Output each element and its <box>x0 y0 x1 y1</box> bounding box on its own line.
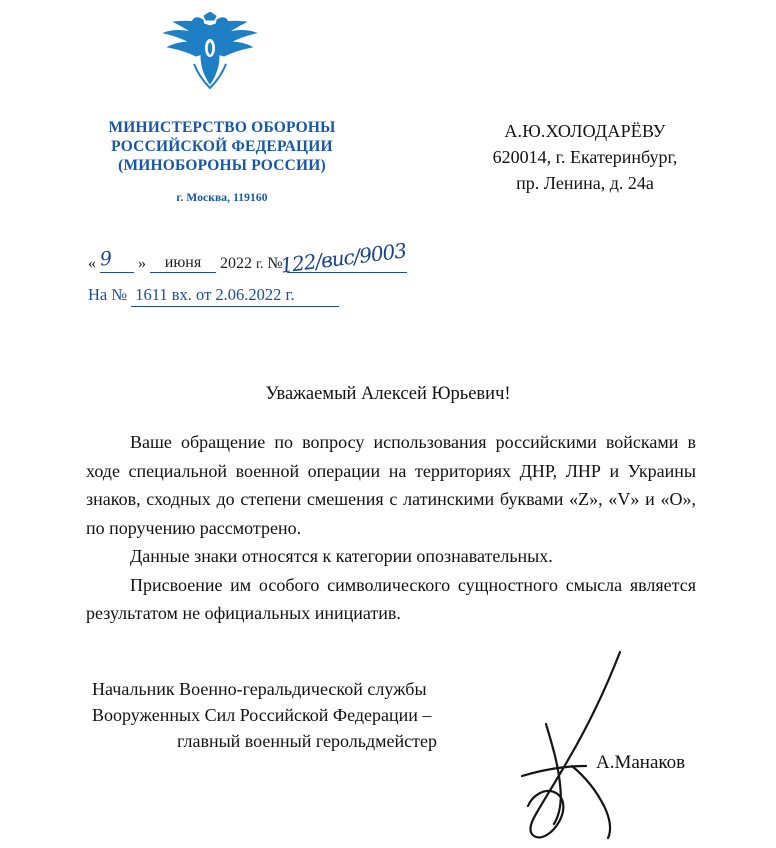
signature-title-block <box>92 676 522 754</box>
letterhead <box>72 118 372 208</box>
letterhead-city: г. Москва, 119160 <box>176 192 268 204</box>
body-paragraph-3: Присвоение им особого символического сущностного смысла является результатом не официальных инициатив. <box>86 574 696 623</box>
ministry-of-defence-emblem-icon <box>160 12 260 94</box>
letterhead-line-3: (МИНОБОРОНЫ РОССИИ) <box>118 157 326 174</box>
signature-title-line-2: Вооруженных Сил Российской Федерации – <box>92 705 432 725</box>
signature-title-line-3: главный военный герольдмейстер <box>177 731 437 751</box>
date-year-prefix: 20 <box>220 255 236 272</box>
letterhead-line-2: РОССИЙСКОЙ ФЕДЕРАЦИИ <box>111 138 333 155</box>
signature-title-line-1: Начальник Военно-геральдической службы <box>92 679 427 699</box>
date-open-quote: « <box>88 255 96 272</box>
date-month-field: июня <box>150 254 216 273</box>
date-close-quote: » <box>138 255 146 272</box>
addressee-address-line-1: 620014, г. Екатеринбург, <box>492 147 678 167</box>
incoming-prefix: На № <box>88 285 128 304</box>
addressee-block <box>420 118 750 196</box>
body-paragraph-1: Ваше обращение по вопросу использования российскими войсками в ходе специальной военной операции на территориях ДНР, ЛНР и Украины знаков, сходных до степени смешения с латинскими буквами «Z», «V» и «O», по поручению рассмотрено. <box>86 432 696 538</box>
signer-name: А.Манаков <box>596 752 686 773</box>
incoming-reference <box>88 285 339 307</box>
incoming-value: 1611 вх. от 2.06.2022 г. <box>131 285 339 307</box>
handwritten-day: 9 <box>98 247 114 271</box>
body-paragraph-2: Данные знаки относятся к категории опознавательных. <box>130 546 553 566</box>
letterhead-line-1: МИНИСТЕРСТВО ОБОРОНЫ <box>108 119 336 136</box>
addressee-name: А.Ю.ХОЛОДАРЁВУ <box>504 121 666 141</box>
addressee-address-line-2: пр. Ленина, д. 24а <box>516 173 654 193</box>
body-text <box>86 428 696 628</box>
salutation: Уважаемый Алексей Юрьевич! <box>265 384 511 404</box>
handwritten-reg-number: 122/вис/9003 <box>279 238 408 278</box>
reg-number-label: № <box>267 255 283 272</box>
date-year-suffix: 22 <box>236 255 252 272</box>
date-year-abbr: г. <box>256 256 264 271</box>
